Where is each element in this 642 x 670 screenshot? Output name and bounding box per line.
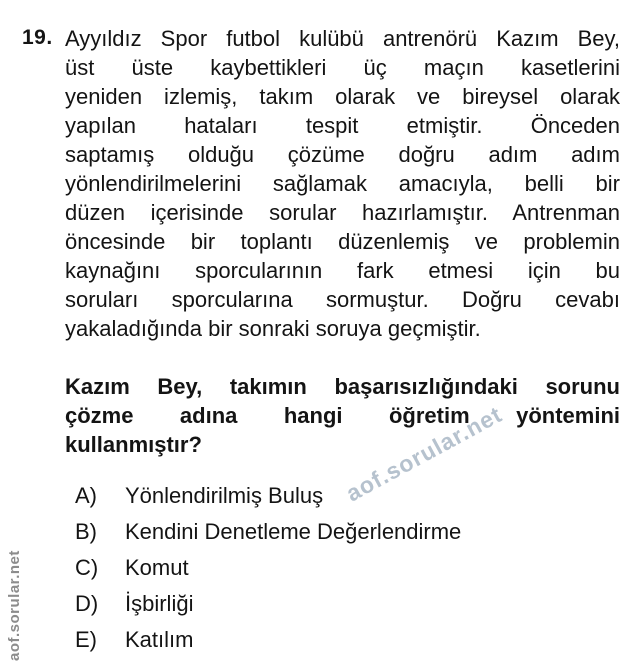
question-content [65, 24, 620, 658]
body-line: öncesinde bir toplantı düzenlemiş ve problemin [65, 229, 620, 254]
body-line: yeniden izlemiş, takım olarak ve bireysel olarak [65, 84, 620, 109]
body-line: kaynağını sporcularının fark etmesi için bu [65, 258, 620, 283]
option-letter: A) [75, 483, 97, 508]
question-number: 19. [22, 26, 53, 49]
option-text: Kendini Denetleme Değerlendirme [125, 519, 462, 544]
option-text: İşbirliği [125, 591, 194, 616]
option-row-a [65, 478, 620, 514]
option-letter: B) [75, 519, 97, 544]
question-stem-line: çözme adına hangi öğretim yöntemini [65, 403, 620, 428]
option-row-c [65, 550, 620, 586]
body-line: soruları sporcularına sormuştur. Doğru cevabı [65, 287, 620, 312]
question-stem-line: kullanmıştır? [65, 432, 202, 457]
question-stem-line: Kazım Bey, takımın başarısızlığındaki sorunu [65, 374, 620, 399]
body-line: yakaladığında bir sonraki soruya geçmiştir. [65, 316, 481, 341]
spacer [65, 343, 620, 372]
option-letter: C) [75, 555, 99, 580]
watermark-vertical: aof.sorular.net [6, 550, 23, 661]
option-letter: E) [75, 627, 97, 652]
body-line: saptamış olduğu çözüme doğru adım adım [65, 142, 620, 167]
option-row-b [65, 514, 620, 550]
option-letter: D) [75, 591, 99, 616]
body-line: yönlendirilmelerini sağlamak amacıyla, belli bir [65, 171, 620, 196]
watermark-diagonal: aof.sorular.net [341, 400, 507, 507]
option-row-d [65, 586, 620, 622]
spacer [65, 459, 620, 478]
option-text: Katılım [125, 627, 194, 652]
body-line: düzen içerisinde sorular hazırlamıştır. Antrenman [65, 200, 620, 225]
option-text: Yönlendirilmiş Buluş [125, 483, 324, 508]
body-line: Ayyıldız Spor futbol kulübü antrenörü Kazım Bey, [65, 26, 620, 51]
option-row-e [65, 622, 620, 658]
option-text: Komut [125, 555, 189, 580]
body-line: üst üste kaybettikleri üç maçın kasetlerini [65, 55, 620, 80]
body-line: yapılan hataları tespit etmiştir. Önceden [65, 113, 620, 138]
